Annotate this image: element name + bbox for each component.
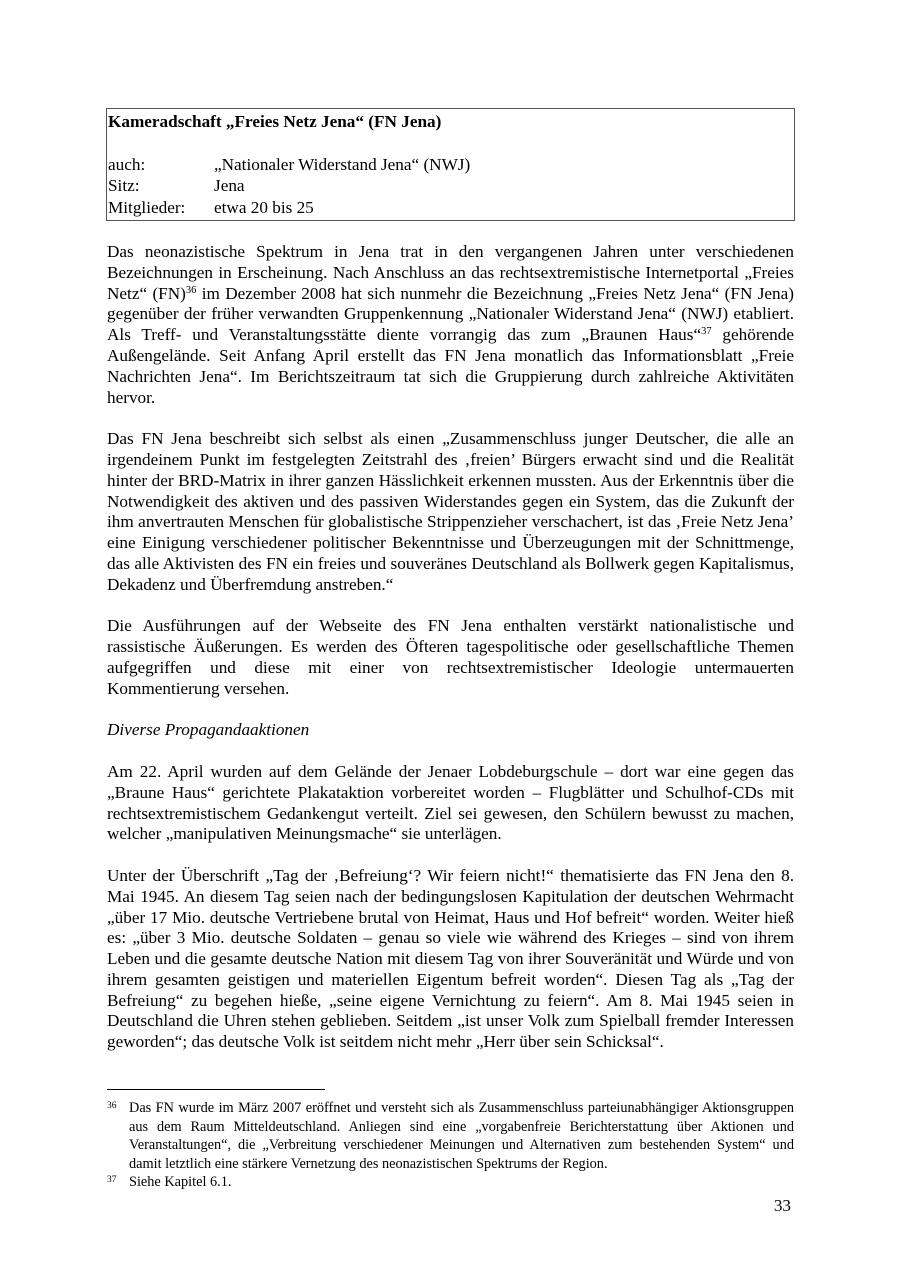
footnotes (107, 1099, 794, 1192)
organization-infobox (106, 108, 795, 221)
page-content (107, 108, 794, 1053)
infobox-row-alias (108, 154, 793, 176)
infobox-value: Jena (214, 176, 245, 195)
footnote-number: 36 (107, 1101, 117, 1111)
text-run: Das neonazistische Spektrum in Jena trat in den vergangenen Jahren unter verschiedenen Bezeichnungen in Erscheinung. Nach Anschluss an das rechtsextremistische Internetportal „Freies Netz“ (FN) (107, 242, 794, 303)
infobox-row-members (108, 197, 793, 219)
footnote-number: 37 (107, 1175, 117, 1186)
footnote-divider (107, 1089, 325, 1090)
infobox-value: „Nationaler Widerstand Jena“ (NWJ) (214, 154, 471, 174)
text-run: im Dezember 2008 hat sich nunmehr die Bezeichnung „Freies Netz Jena“ (FN Jena) gegenüber der früher verwandten Gruppenkennung „Nationaler Widerstand Jena“ (NWJ) etabliert. Als Treff- und Veranstaltungsstätte diente vorrangig das zum „Braunen Haus“ (107, 283, 794, 345)
footnote-ref-37[interactable]: 37 (701, 326, 712, 338)
footnote-text: Siehe Kapitel 6.1. (129, 1174, 232, 1191)
body-paragraph-1 (107, 242, 794, 408)
infobox-value: etwa 20 bis 25 (214, 197, 314, 217)
body-paragraph-3: Die Ausführungen auf der Webseite des FN Jena enthalten verstärkt nationalistische und rassistische Äußerungen. Es werden des Öfteren tagespolitische oder gesellschaftliche Themen aufgegriffen und diese mit einer von rechtsextremistischer Ideologie untermauerten Kommentierung versehen. (107, 616, 794, 698)
infobox-label: Mitglieder: (108, 197, 186, 217)
footnote-36 (107, 1099, 794, 1173)
page-number: 33 (773, 1196, 791, 1215)
body-paragraph-4: Am 22. April wurden auf dem Gelände der Jenaer Lobdeburgschule – dort war eine gegen das „Braune Haus“ gerichtete Plakataktion vorbereitet worden – Flugblätter und Schulhof-CDs mit rechtsextremistischem Gedankengut verteilt. Ziel sei gewesen, den Schülern bewusst zu machen, welcher „manipulativen Meinungsmache“ sie unterlägen. (107, 761, 794, 844)
section-heading: Diverse Propagandaaktionen (107, 720, 310, 740)
text-run: gehörende Außengelände. Seit Anfang April erstellt das FN Jena monatlich das Informationsblatt „Freie Nachrichten Jena“. Im Berichtszeitraum tat sich die Gruppierung durch zahlreiche Aktivitäten hervor. (107, 325, 794, 407)
infobox-title: Kameradschaft „Freies Netz Jena“ (FN Jena) (108, 112, 442, 131)
footnote-37 (107, 1173, 794, 1192)
footnote-text: Das FN wurde im März 2007 eröffnet und versteht sich als Zusammenschluss parteiunabhängiger Aktionsgruppen aus dem Raum Mitteldeutschland. Anliegen sind eine „vorgabenfreie Berichterstattung über Aktionen und Veranstaltungen“, die „Verbreitung verschiedener Meinungen und Alternativen zum bestehenden System“ und damit letztlich eine stärkere Vernetzung des neonazistischen Spektrums der Region. (129, 1100, 794, 1172)
body-paragraph-2: Das FN Jena beschreibt sich selbst als einen „Zusammenschluss junger Deutscher, die alle an irgendeinem Punkt im festgelegten Zeitstrahl des ‚freien’ Bürgers erwacht sind und die Realität hinter der BRD-Matrix in ihrer ganzen Hässlichkeit erkennen mussten. Aus der Erkenntnis über die Notwendigkeit des aktiven und des passiven Widerstandes gegen ein System, das die Zukunft der ihm anvertrauten Menschen für globalistische Strippenzieher verschachert, ist das ‚Freie Netz Jena’ eine Einigung verschiedener politischer Bekenntnisse und Überzeugungen mit der Schnittmenge, das alle Aktivisten des FN ein freies und souveränes Deutschland als Bollwerk gegen Kapitalismus, Dekadenz und Überfremdung anstreben.“ (107, 429, 794, 594)
footnote-ref-36[interactable]: 36 (185, 284, 197, 296)
infobox-row-seat (108, 175, 793, 197)
body-paragraph-5: Unter der Überschrift „Tag der ‚Befreiung‘? Wir feiern nicht!“ thematisierte das FN Jena den 8. Mai 1945. An diesem Tag seien nach der bedingungslosen Kapitulation der deutschen Wehrmacht „über 17 Mio. deutsche Vertriebene brutal von Heimat, Haus und Hof befreit“ worden. Weiter hieß es: „über 3 Mio. deutsche Soldaten – genau so viele wie während des Krieges – sind von ihrem Leben und die gesamte deutsche Nation mit diesem Tag von ihrer Souveränität und Würde und von ihrem gesamten geistigen und materiellen Eigentum befreit worden“. Diesen Tag als „Tag der Befreiung“ zu begehen hieße, „seine eigene Vernichtung zu feiern“. Am 8. Mai 1945 seien in Deutschland die Uhren stehen geblieben. Seitdem „ist unser Volk zum Spielball fremder Interessen geworden“; das deutsche Volk ist seitdem nicht mehr „Herr über sein Schicksal“. (107, 865, 794, 1052)
infobox-label: Sitz: (108, 176, 140, 195)
infobox-label: auch: (108, 154, 146, 174)
